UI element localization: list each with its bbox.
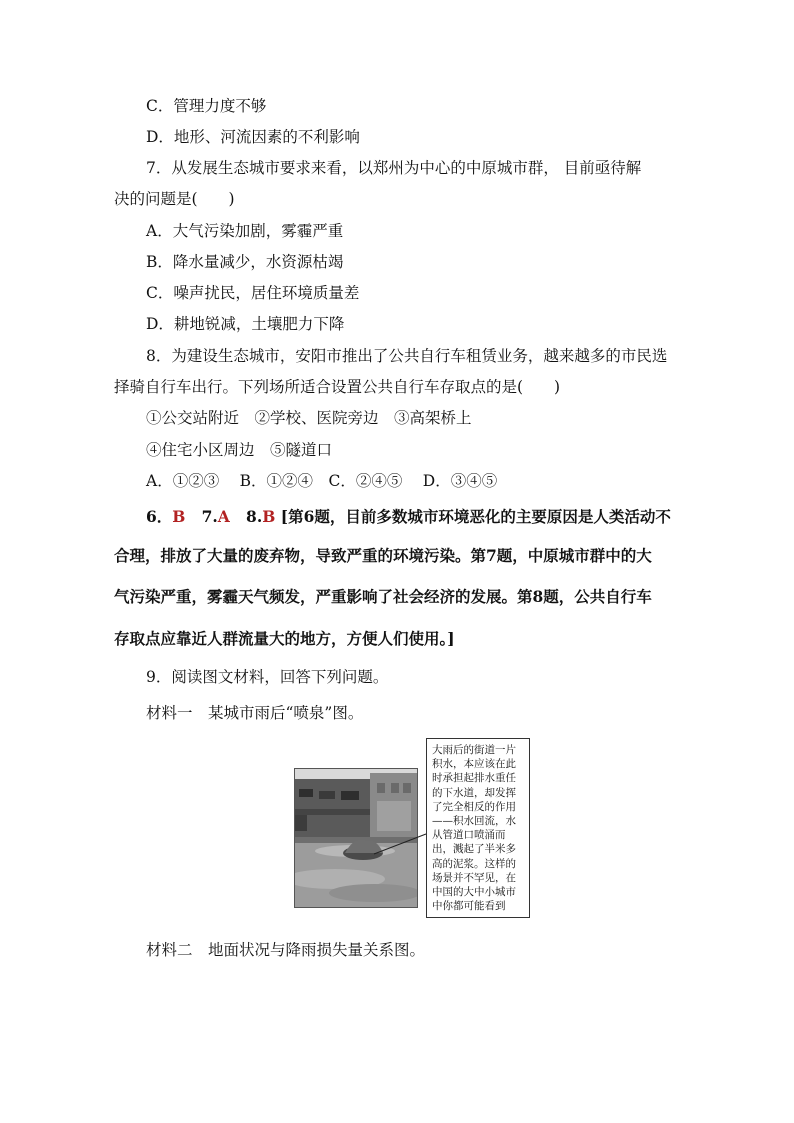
q8-options: A．①②③ B．①②④ C．②④⑤ D．③④⑤ — [146, 472, 498, 490]
q7-stem-line1: 7．从发展生态城市要求来看，以郑州为中心的中原城市群， 目前亟待解 — [146, 159, 642, 177]
q7-option-b: B．降水量减少，水资源枯竭 — [146, 253, 344, 271]
caption-pointer-line — [370, 830, 430, 860]
answer-explain-line4: 存取点应靠近人群流量大的地方，方便人们使用。] — [114, 629, 455, 648]
q8-stem-line2: 择骑自行车出行。下列场所适合设置公共自行车存取点的是( ) — [114, 378, 561, 396]
answer-6: B — [172, 507, 186, 526]
q9-stem: 9．阅读图文材料，回答下列问题。 — [146, 668, 389, 686]
q6-option-c: C．管理力度不够 — [146, 97, 267, 115]
q8-items-line2: ④住宅小区周边 ⑤隧道口 — [146, 441, 333, 459]
answer-label-8: 8. — [246, 507, 263, 526]
answer-line1 — [146, 507, 671, 527]
answer-8: B — [262, 507, 276, 526]
q7-option-a: A．大气污染加剧，雾霾严重 — [146, 222, 344, 240]
q9-material1: 材料一 某城市雨后“喷泉”图。 — [146, 704, 364, 722]
answer-explain-line1: [第6题，目前多数城市环境恶化的主要原因是人类活动不 — [280, 507, 671, 526]
photo-caption-box: 大雨后的街道一片积水，本应该在此时承担起排水重任的下水道，却发挥了完全相反的作用——积水回流，水从管道口喷涌而出，溅起了半米多高的泥浆。这样的场景并不罕见，在中国的大中小城市中你都可能看到 — [426, 738, 530, 918]
q8-stem-line1: 8．为建设生态城市，安阳市推出了公共自行车租赁业务，越来越多的市民选 — [146, 347, 668, 365]
answer-label-6: 6． — [146, 507, 173, 526]
answer-explain-line3: 气污染严重，雾霾天气频发，严重影响了社会经济的发展。第8题，公共自行车 — [114, 587, 652, 606]
q7-option-c: C．噪声扰民，居住环境质量差 — [146, 284, 360, 302]
q6-option-d: D．地形、河流因素的不利影响 — [146, 128, 360, 146]
answer-explain-line2: 合理，排放了大量的废弃物，导致严重的环境污染。第7题，中原城市群中的大 — [114, 546, 652, 565]
q7-stem-line2: 决的问题是( ) — [114, 190, 235, 208]
q9-material2: 材料二 地面状况与降雨损失量关系图。 — [146, 941, 426, 959]
answer-7: A — [217, 507, 230, 526]
answer-label-7: 7. — [201, 507, 218, 526]
q7-option-d: D．耕地锐减，土壤肥力下降 — [146, 315, 345, 333]
q8-items-line1: ①公交站附近 ②学校、医院旁边 ③高架桥上 — [146, 409, 472, 427]
